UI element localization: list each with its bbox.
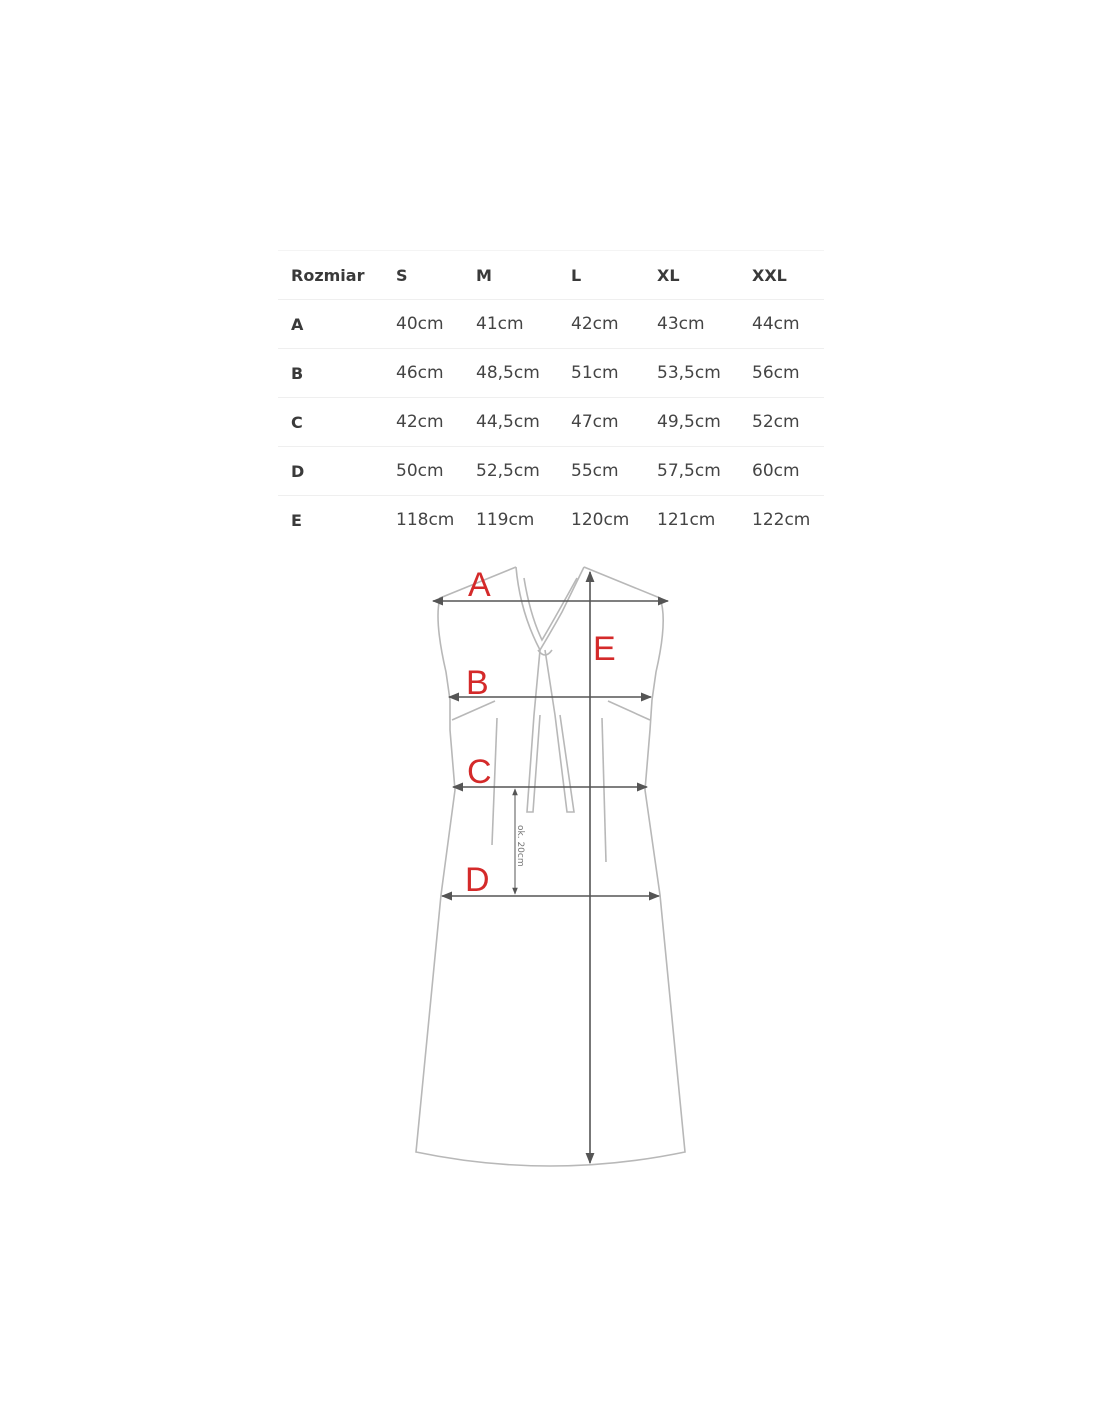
table-cell: 52cm (739, 398, 824, 447)
header-xxl: XXL (739, 251, 824, 300)
dress-outline (416, 567, 685, 1166)
table-cell: 44cm (739, 300, 824, 349)
table-cell: 47cm (558, 398, 644, 447)
table-cell: 56cm (739, 349, 824, 398)
table-cell: 120cm (571, 510, 630, 530)
table-cell: 41cm (463, 300, 558, 349)
table-cell: 55cm (558, 447, 644, 496)
table-cell: 43cm (644, 300, 739, 349)
dress-body-outline (416, 567, 685, 1166)
label-b: B (466, 664, 489, 702)
header-m: M (463, 251, 558, 300)
table-cell: 46cm (383, 349, 463, 398)
neckline-outline (516, 567, 584, 650)
label-a: A (468, 566, 491, 604)
label-d: D (465, 861, 490, 899)
table-cell: 40cm (383, 300, 463, 349)
label-c: C (467, 753, 492, 791)
bust-dart-right (608, 701, 650, 720)
table-cell: 57,5cm (644, 447, 739, 496)
header-s: S (383, 251, 463, 300)
table-cell: 42cm (558, 300, 644, 349)
header-rozmiar: Rozmiar (278, 251, 383, 300)
label-e: E (593, 630, 616, 668)
row-label: B (278, 349, 383, 398)
row-label: A (278, 300, 383, 349)
bust-dart-left (452, 701, 495, 720)
table-cell: 51cm (558, 349, 644, 398)
table-cell: 53,5cm (644, 349, 739, 398)
table-cell: 48,5cm (463, 349, 558, 398)
table-cell: 60cm (739, 447, 824, 496)
table-cell: 50cm (383, 447, 463, 496)
note-ok-20cm: ok. 20cm (515, 825, 525, 867)
header-l: L (558, 251, 644, 300)
row-label: E (291, 510, 302, 530)
waist-dart-right (602, 718, 606, 862)
waist-dart-left (492, 718, 497, 845)
table-cell: 118cm (396, 510, 455, 530)
table-cell: 42cm (383, 398, 463, 447)
header-xl: XL (644, 251, 739, 300)
table-cell: 52,5cm (463, 447, 558, 496)
table-cell: 49,5cm (644, 398, 739, 447)
row-label: D (278, 447, 383, 496)
table-cell: 121cm (657, 510, 716, 530)
table-cell: 122cm (752, 510, 811, 530)
row-label: C (278, 398, 383, 447)
table-cell: 119cm (476, 510, 535, 530)
table-cell: 44,5cm (463, 398, 558, 447)
measurement-labels (465, 566, 616, 899)
